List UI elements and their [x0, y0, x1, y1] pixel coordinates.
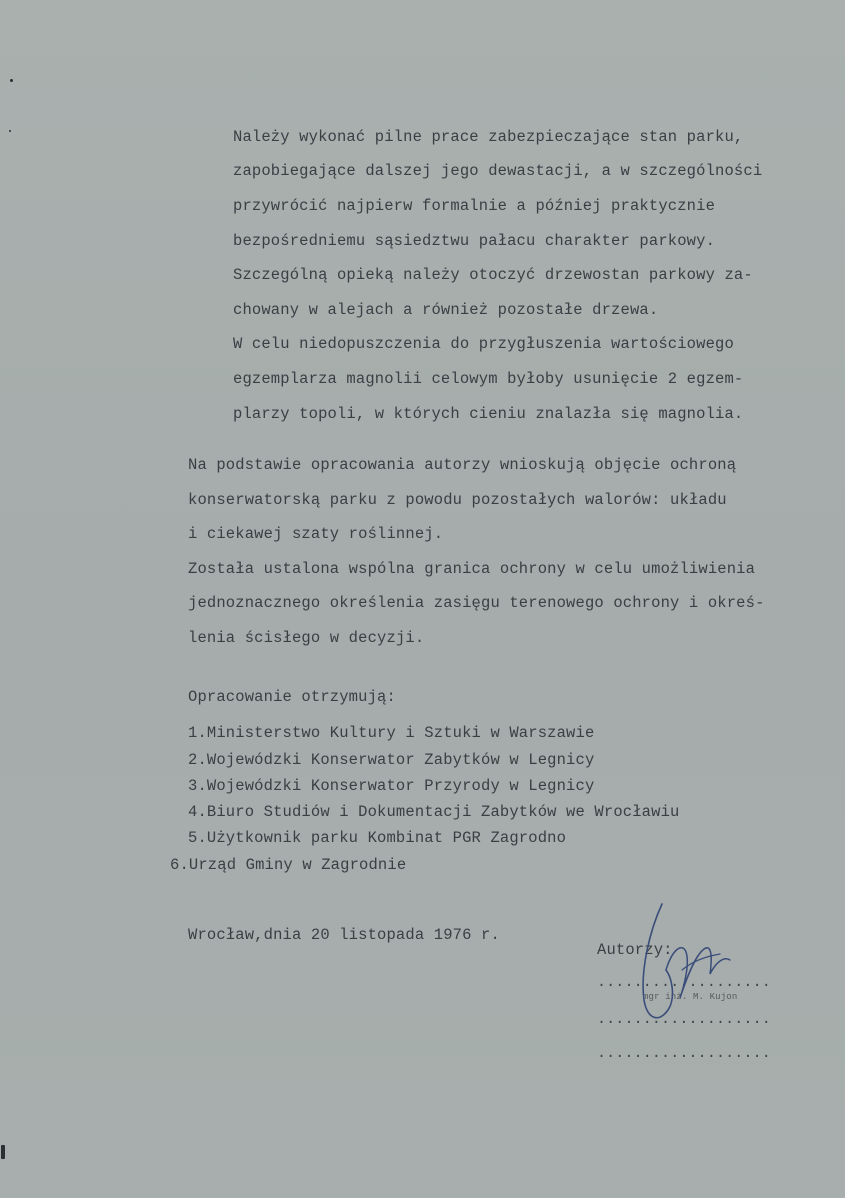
recipient-1: 1.Ministerstwo Kultury i Sztuki w Warszawie	[188, 724, 595, 742]
scan-speck	[10, 79, 13, 82]
paragraph-1-line-9: plarzy topoli, w których cieniu znalazła się magnolia.	[233, 405, 744, 423]
paragraph-1-line-1: Należy wykonać pilne prace zabezpieczające stan parku,	[233, 128, 744, 146]
paragraph-2-line-4: Została ustalona wspólna granica ochrony w celu umożliwienia	[188, 560, 756, 578]
signature-dotted-line-3: ...................	[597, 1045, 771, 1062]
paragraph-1-line-8: egzemplarza magnolii celowym byłoby usunięcie 2 egzem-	[233, 370, 744, 388]
paragraph-2-line-2: konserwatorską parku z powodu pozostałych walorów: układu	[188, 491, 727, 509]
handwritten-signature-icon	[620, 890, 740, 1040]
authors-label: Autorzy:	[597, 941, 673, 959]
paragraph-2-line-6: lenia ścisłego w decyzji.	[188, 629, 425, 647]
recipients-heading: Opracowanie otrzymują:	[188, 688, 396, 706]
author-name: mgr inż. M. Kujon	[643, 992, 738, 1002]
paragraph-1-line-3: przywrócić najpierw formalnie a później praktycznie	[233, 197, 716, 215]
paragraph-1-line-2: zapobiegające dalszej jego dewastacji, a w szczególności	[233, 162, 763, 180]
recipient-3: 3.Wojewódzki Konserwator Przyrody w Legnicy	[188, 777, 595, 795]
paragraph-1-line-6: chowany w alejach a również pozostałe drzewa.	[233, 301, 659, 319]
paragraph-2-line-5: jednoznacznego określenia zasięgu terenowego ochrony i okreś-	[188, 594, 765, 612]
recipient-5: 5.Użytkownik parku Kombinat PGR Zagrodno	[188, 829, 567, 847]
paragraph-1-line-5: Szczególną opieką należy otoczyć drzewostan parkowy za-	[233, 266, 753, 284]
recipient-4: 4.Biuro Studiów i Dokumentacji Zabytków we Wrocławiu	[188, 803, 680, 821]
place-date: Wrocław,dnia 20 listopada 1976 r.	[188, 926, 500, 944]
paragraph-1-line-7: W celu niedopuszczenia do przygłuszenia wartościowego	[233, 335, 734, 353]
scan-speck	[9, 130, 11, 132]
paragraph-2-line-3: i ciekawej szaty roślinnej.	[188, 525, 444, 543]
paragraph-1-line-4: bezpośredniemu sąsiedztwu pałacu charakter parkowy.	[233, 232, 716, 250]
paragraph-2-line-1: Na podstawie opracowania autorzy wnioskują objęcie ochroną	[188, 456, 737, 474]
scan-speck	[1, 1145, 5, 1159]
recipient-2: 2.Wojewódzki Konserwator Zabytków w Legnicy	[188, 751, 595, 769]
signature-dotted-line-1: ...................	[597, 974, 771, 991]
recipient-6: 6.Urząd Gminy w Zagrodnie	[170, 856, 407, 874]
signature-dotted-line-2: ...................	[597, 1011, 771, 1028]
